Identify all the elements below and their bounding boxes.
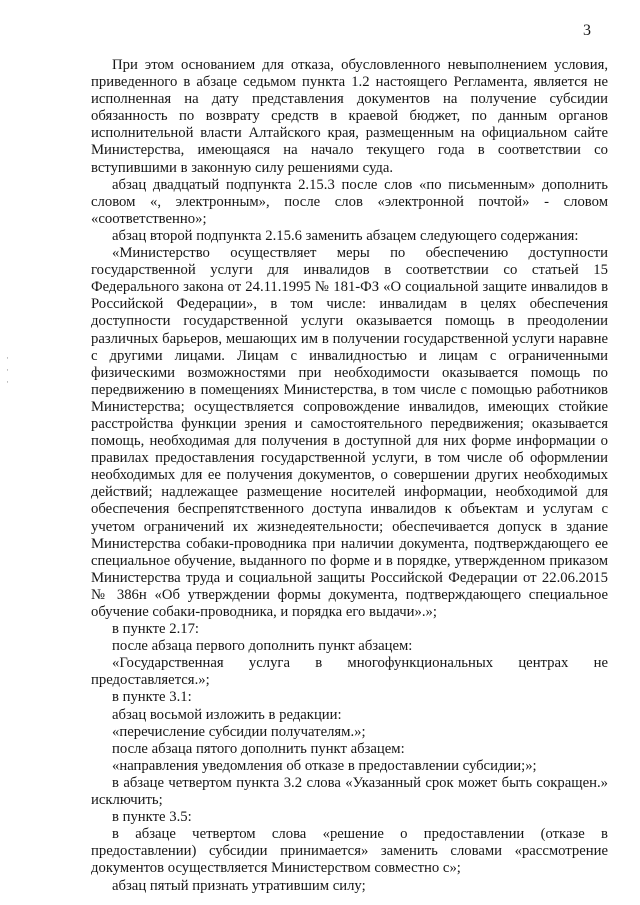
margin-marks: · · · [6, 353, 9, 387]
paragraph: в пункте 2.17: [112, 621, 200, 638]
paragraph: «перечисление субсидии получателям.»; [112, 723, 366, 740]
document-body [91, 57, 608, 895]
paragraph: в абзаце четвертом пункта 3.2 слова «Указанный срок может быть сокращен.» исключить; [91, 774, 608, 809]
paragraph: «направления уведомления об отказе в предоставлении субсидии;»; [112, 757, 537, 774]
paragraph: абзац пятый признать утратившим силу; [112, 877, 366, 894]
paragraph: абзац восьмой изложить в редакции: [112, 706, 342, 723]
paragraph: в абзаце четвертом слова «решение о предоставлении (отказе в предоставлении) субсидии принимается» заменить словами «рассмотрение документов осуществляется Министерством совместно с»; [91, 826, 608, 877]
page-number: 3 [583, 22, 591, 39]
paragraph: абзац второй подпункта 2.15.6 заменить абзацем следующего содержания: [112, 227, 579, 244]
paragraph: «Государственная услуга в многофункциональных центрах не предоставляется.»; [91, 655, 608, 689]
paragraph: в пункте 3.5: [112, 809, 192, 826]
paragraph: При этом основанием для отказа, обусловленного невыполнением условия, приведенного в абзаце седьмом пункта 1.2 настоящего Регламента, является не исполненная на дату представления документов на получение субсидии обязанность по возврату средств в краевой бюджет, по данным органов исполнительной власти Алтайского края, размещенным на официальном сайте Министерства, имеющаяся на начало текущего года в соответствии со вступившими в законную силу решениями суда. [91, 57, 608, 176]
paragraph: абзац двадцатый подпункта 2.15.3 после слов «по письменным» дополнить словом «, электронным», после слов «электронной почтой» - словом «соответственно»; [91, 176, 608, 227]
paragraph: после абзаца первого дополнить пункт абзацем: [112, 638, 413, 655]
paragraph: «Министерство осуществляет меры по обеспечению доступности государственной услуги для инвалидов в соответствии со статьей 15 Федерального закона от 24.11.1995 № 181-ФЗ «О социальной защите инвалидов в Российской Федерации», в том числе: инвалидам в целях обеспечения доступности государственной услуги оказывается помощь в преодолении различных барьеров, мешающих им в получении государственной услуги наравне с другими лицами. Лицам с инвалидностью и лицам с ограниченными физическими возможностями при необходимости оказывается помощь по передвижению в помещениях Министерства, в том числе с помощью работников Министерства; осуществляется сопровождение инвалидов, имеющих стойкие расстройства функции зрения и самостоятельного передвижения; оказывается помощь, необходимая для получения в доступной для них форме информации о правилах предоставления государственной услуги, в том числе об оформлении необходимых для ее получения документов, о совершении других необходимых действий; надлежащее размещение носителей информации, необходимой для обеспечения беспрепятственного доступа инвалидов к объектам и услугам с учетом ограничений их жизнедеятельности; обеспечивается допуск в здание Министерства собаки-проводника при наличии документа, подтверждающего ее специальное обучение, выданного по форме и в порядке, утвержденном приказом Министерства труда и социальной защиты Российской Федерации от 22.06.2015 № 386н «Об утверждении формы документа, подтверждающего специальное обучение собаки-проводника, и порядка его выдачи».»; [91, 245, 608, 620]
paragraph: после абзаца пятого дополнить пункт абзацем: [112, 740, 405, 757]
paragraph: в пункте 3.1: [112, 689, 192, 706]
